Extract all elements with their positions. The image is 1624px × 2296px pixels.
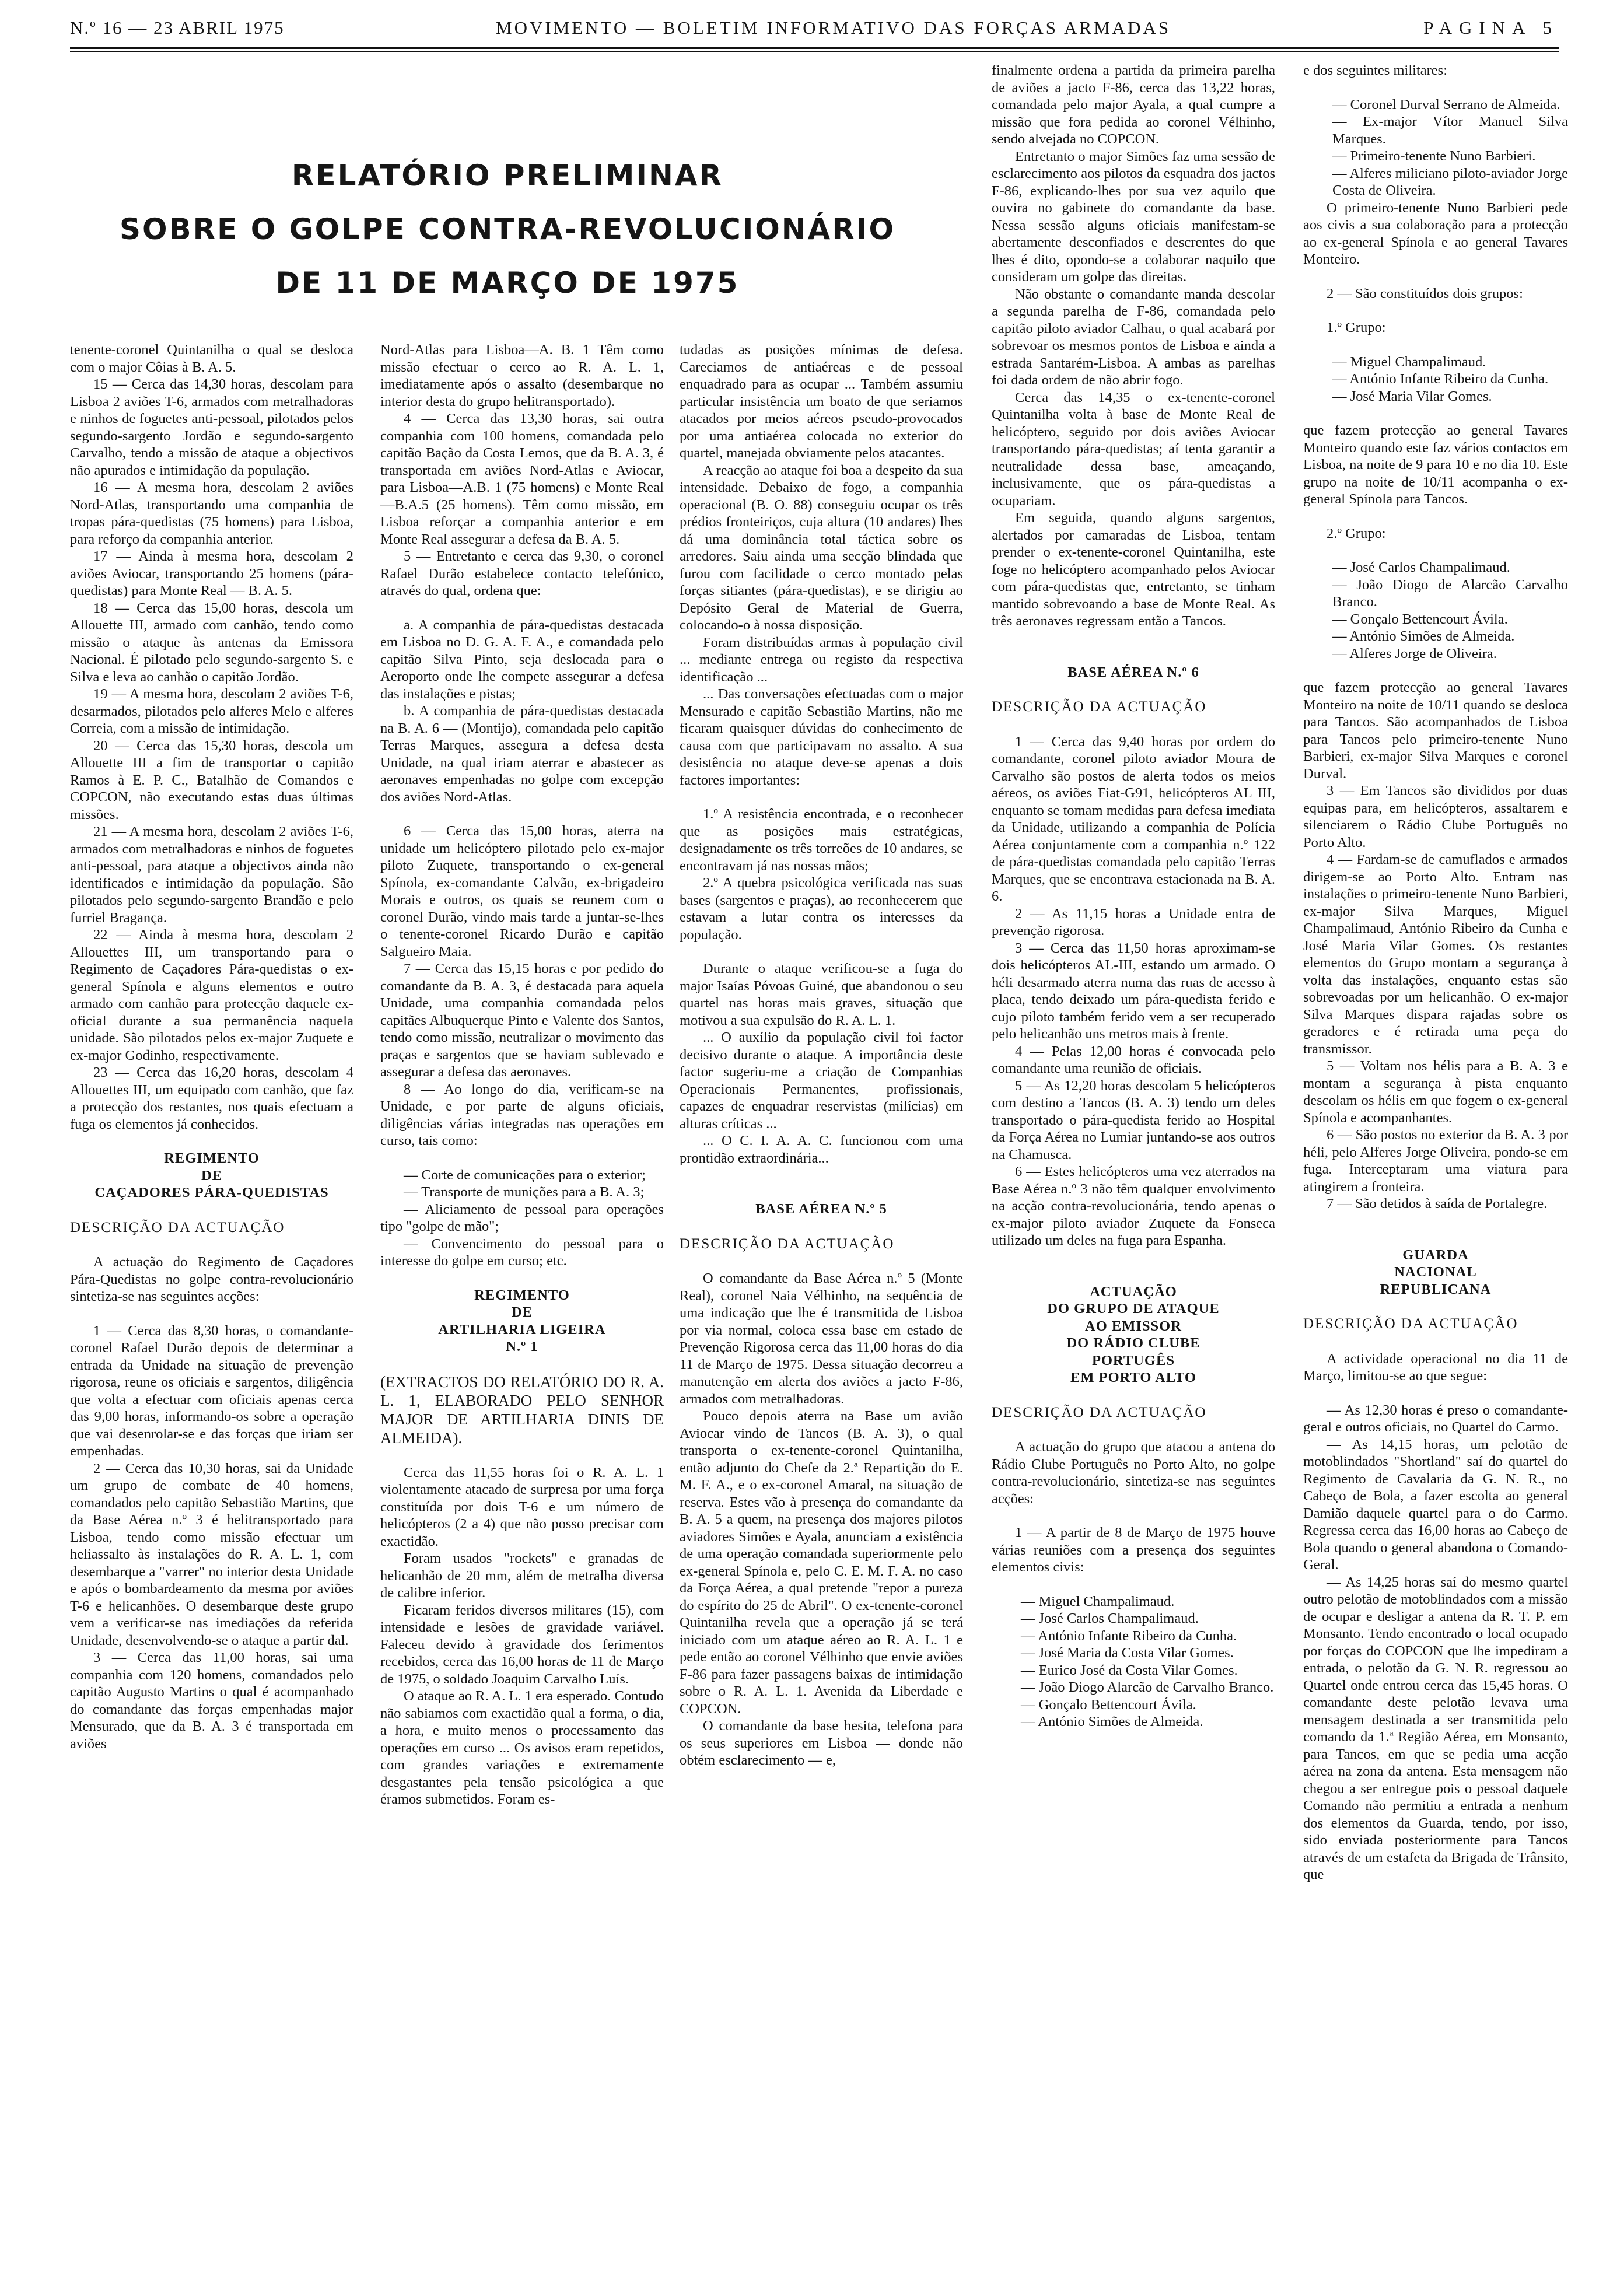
paragraph: Ficaram feridos diversos militares (15), com intensidade e lesões de gravidade variável. Faleceu devido à gravidade dos ferimentos recebidos, cerca das 16,00 horas de 11 de Março de 1975, o soldado Joaquim Carvalho Luís. xyxy=(380,1602,664,1687)
paragraph: 7 — São detidos à saída de Portalegre. xyxy=(1326,1196,1548,1212)
paragraph: 2.º A quebra psicológica verificada nas suas bases (sargentos e praças), ao reconhecerem que estavam a lutar contra os interesses da população. xyxy=(680,875,963,943)
paragraph: 6 — Cerca das 15,00 horas, aterra na unidade um helicóptero pilotado pelo ex-major piloto Zuquete, transportando o ex-general Spínola, ex-comandante Calvão, ex-brigadeiro Morais e outros, os quais se reunem com o coronel Durão, vindo mais tarde a juntar-se-lhes o tenente-coronel Ricardo Durão e capitão Salgueiro Maia. xyxy=(380,823,664,960)
publication-name: MOVIMENTO — BOLETIM INFORMATIVO DAS FORÇAS ARMADAS xyxy=(496,18,1171,38)
paragraph: 7 — Cerca das 15,15 horas e por pedido do comandante da B. A. 3, é destacada para aquela Unidade, uma companhia comandada pelos capitães Albuquerque Pinto e Valente dos Santos, tendo como missão, neutralizar o movimento das praças e sargentos que se haviam sublevado e assegurar a defesa das aeronaves. xyxy=(380,961,664,1080)
list-item: — Miguel Champalimaud. xyxy=(1332,354,1486,370)
paragraph: finalmente ordena a partida da primeira parelha de aviões a jacto F-86, cerca das 13,22 horas, comandada pelo major Ayala, a qual cumpre a missão que fora pedida ao coronel Vélhinho, sendo alvejada no COPCON. xyxy=(992,62,1275,147)
section-heading: CAÇADORES PÁRA-QUEDISTAS xyxy=(94,1185,329,1200)
paragraph: Entretanto o major Simões faz uma sessão de esclarecimento aos pilotos da esquadra dos jactos F-86, explicando-lhes por sua vez aquilo que ouvira no gabinete do comandante da base. Nessa sessão alguns oficiais manifestam-se abertamente desconfiados e descrentes do que lhes é dito, opondo-se a colaborar naquilo que consideram um golpe das direitas. xyxy=(992,148,1275,285)
paragraph: 16 — A mesma hora, descolam 2 aviões Nord-Atlas, transportando uma companhia de tropas pára-quedistas (75 homens) para Lisboa, para reforço da companhia anterior. xyxy=(70,480,354,547)
paragraph: Não obstante o comandante manda descolar a segunda parelha de F-86, comandada pelo capitão piloto aviador Calhau, o qual acabará por sobrevoar os mesmos pontos de Lisboa e ainda a estrada Santarém-Lisboa. A ambas as parelhas foi dada ordem de não abrir fogo. xyxy=(992,286,1275,388)
list-item: — Ex-major Vítor Manuel Silva Marques. xyxy=(1332,114,1568,147)
paragraph: 1.º A resistência encontrada, e o reconhecer que as posições mais estratégicas, designadamente os três torreões de 10 andares, se encontravam já nas nossas mãos; xyxy=(680,806,963,874)
paragraph: — As 12,30 horas é preso o comandante-geral e outros oficiais, no Quartel do Carmo. xyxy=(1303,1402,1568,1435)
section-heading: BASE AÉREA N.º 5 xyxy=(755,1201,887,1217)
list-item: — Convencimento do pessoal para o interesse do golpe em curso; etc. xyxy=(380,1236,664,1269)
paragraph: que fazem protecção ao general Tavares Monteiro na noite de 10/11 quando se desloca para Tancos. São acompanhados de Lisboa para Tancos pelo primeiro-tenente Nuno Barbieri, ex-major Silva Marques e coronel Durval. xyxy=(1303,680,1568,782)
section-heading: EM PORTO ALTO xyxy=(1070,1370,1196,1385)
paragraph: — As 14,25 horas saí do mesmo quartel outro pelotão de motoblindados com a missão de ocupar e desligar a antena da R. T. P. em Monsanto. Tendo encontrado o local ocupado por forças do COPCON que lhe impediram a entrada, o pelotão da G. N. R. regressou ao Quartel onde entrou cerca das 15,45 horas. O comandante deste pelotão levava uma mensagem destinada a ser transmitida pelo comando da 1.ª Região Aérea, em Monsanto, para Tancos, em que se pedia uma acção aérea na zona da antena. Esta mensagem não chegou a ser entregue pois o pessoal daquele Comando não permitiu a entrada a nenhum dos elementos da Guarda, tendo, por isso, sido enviada posteriormente para Tancos através de um estafeta da Brigada de Trânsito, que xyxy=(1303,1574,1568,1882)
paragraph: 2.º Grupo: xyxy=(1326,525,1386,541)
extract-note: (EXTRACTOS DO RELATÓRIO DO R. A. L. 1, ELABORADO PELO SENHOR MAJOR DE ARTILHARIA DINIS DE ALMEIDA). xyxy=(380,1373,664,1447)
paragraph: 21 — A mesma hora, descolam 2 aviões T-6, armados com metralhadoras e ninhos de foguetes anti-pessoal, para ataque a objectivos ainda não identificados e intimidação da população. São pilotados pelo segundo-sargento Brandão e pelo furriel Bragança. xyxy=(70,824,354,926)
issue-number-date: N.º 16 — 23 ABRIL 1975 xyxy=(70,18,285,38)
header-rule-thin xyxy=(70,51,1559,52)
section-heading: DO GRUPO DE ATAQUE xyxy=(1047,1301,1220,1317)
paragraph: b. A companhia de pára-quedistas destacada na B. A. 6 — (Montijo), comandada pelo capitão Terras Marques, assegura a defesa desta Unidade, na qual iriam aterrar e abastecer as aeronaves empenhadas no golpe com excepção dos aviões Nord-Atlas. xyxy=(380,703,664,805)
list-item: — António Infante Ribeiro da Cunha. xyxy=(1021,1628,1237,1644)
list-item: — Gonçalo Bettencourt Ávila. xyxy=(1021,1696,1196,1713)
paragraph: 4 — Pelas 12,00 horas é convocada pelo comandante uma reunião de oficiais. xyxy=(992,1043,1275,1076)
column-3 xyxy=(680,341,963,1769)
paragraph: 2 — São constituídos dois grupos: xyxy=(1326,285,1523,302)
list-item: — João Diogo de Alarcão Carvalho Branco. xyxy=(1332,576,1568,610)
subheading: DESCRIÇÃO DA ACTUAÇÃO xyxy=(70,1219,285,1236)
paragraph: Cerca das 11,55 horas foi o R. A. L. 1 violentamente atacado de surpresa por uma força constituída por dois T-6 e um número de helicópteros (2 a 4) que não posso precisar com exactidão. xyxy=(380,1464,664,1549)
paragraph: 6 — São postos no exterior da B. A. 3 por héli, pelo Alferes Jorge Oliveira, pondo-se em fuga. Interceptaram uma viatura para atingirem a fronteira. xyxy=(1303,1127,1568,1195)
list-item: — Transporte de munições para a B. A. 3; xyxy=(404,1184,645,1200)
subheading: DESCRIÇÃO DA ACTUAÇÃO xyxy=(992,1404,1207,1420)
headline-line-1: RELATÓRIO PRELIMINAR xyxy=(291,159,724,192)
section-heading: ACTUAÇÃO xyxy=(1090,1283,1177,1300)
paragraph: 23 — Cerca das 16,20 horas, descolam 4 Allouettes III, um equipado com canhão, que faz a protecção dos restantes, nos quais efectuam a fuga os elementos já conhecidos. xyxy=(70,1065,354,1132)
paragraph: A actuação do Regimento de Caçadores Pára-Quedistas no golpe contra-revolucionário sintetiza-se nas seguintes acções: xyxy=(70,1254,354,1304)
paragraph: O ataque ao R. A. L. 1 era esperado. Contudo não sabiamos com exactidão qual a forma, o dia, a hora, e muito menos o processamento das operações em curso ... Os avisos eram repetidos, com grandes variações e extremamente desgastantes pela tensão psicológica a que éramos submetidos. Foram es- xyxy=(380,1688,664,1807)
page-number: PAGINA 5 xyxy=(1423,18,1559,38)
column-4 xyxy=(992,62,1275,1731)
section-heading: PORTUGÊS xyxy=(1092,1352,1175,1368)
paragraph: 1 — Cerca das 9,40 horas por ordem do comandante, coronel piloto aviador Moura de Carvalho são postos de alerta todos os meios aéreos, os aviões Fiat-G91, helicópteros AL III, enquanto se tomam medidas para defesa imediata da Unidade, utilizando a companhia de Polícia Aérea conjuntamente com a companhia n.º 122 de pára-quedistas comandada pelo capitão Terras Marques, que se encontrava estacionada na B. A. 6. xyxy=(992,733,1275,904)
list-item: — Aliciamento de pessoal para operações tipo "golpe de mão"; xyxy=(380,1201,664,1234)
paragraph: 1 — Cerca das 8,30 horas, o comandante-coronel Rafael Durão depois de determinar a entrada da Unidade na situação de prevenção rigorosa, reune os oficiais e sargentos, diligência que volta a efectuar com oficiais apenas cerca das 9,00 horas, informando-os sobre a operação que vai desenrolar-se e das forças que iriam ser empenhadas. xyxy=(70,1322,354,1459)
paragraph: O comandante da Base Aérea n.º 5 (Monte Real), coronel Naia Vélhinho, na sequência de uma indicação que lhe é transmitida de Lisboa por via normal, coloca essa base em estado de Prevenção Rigorosa cerca das 11,00 horas do dia 11 de Março de 1975. Dessa situação decorreu a manutenção em alerta dos aviões a jacto F-86, armados com metralhadoras. xyxy=(680,1270,963,1407)
column-5 xyxy=(1303,62,1568,1884)
paragraph: Cerca das 14,35 o ex-tenente-coronel Quintanilha volta à base de Monte Real de helicóptero, seguido por dois aviões Aviocar transportando pára-quedistas; aí tenta garantir a neutralidade dessa base, ameaçando, inclusivamente, que os pára-quedistas a ocupariam. xyxy=(992,389,1275,509)
list-item: — António Simões de Almeida. xyxy=(1021,1714,1203,1730)
list-item: — José Maria da Costa Vilar Gomes. xyxy=(1021,1645,1234,1661)
paragraph: — As 14,15 horas, um pelotão de motoblindados "Shortland" saí do quartel do Regimento de Cavalaria da G. N. R., no Cabeço de Bola, a fazer escolta ao general Damião daquele quartel para o do Carmo. Regressa cerca das 16,00 horas ao Cabeço de Bola quando o general abandona o Comando-Geral. xyxy=(1303,1436,1568,1573)
paragraph: Foram usados "rockets" e granadas de helicanhão de 20 mm, além de metralha diversa de calibre inferior. xyxy=(380,1550,664,1601)
list-item: — António Simões de Almeida. xyxy=(1332,628,1515,644)
paragraph: O comandante da base hesita, telefona para os seus superiores em Lisboa — donde não obtém esclarecimento — e, xyxy=(680,1718,963,1768)
paragraph: ... Das conversações efectuadas com o major Mensurado e capitão Sebastião Martins, não me ficaram quaisquer dúvidas do conhecimento de causa com que participavam no assalto. A sua desistência no ataque deve-se apenas a dois factores importantes: xyxy=(680,686,963,788)
paragraph: 3 — Cerca das 11,00 horas, sai uma companhia com 120 homens, comandados pelo capitão Augusto Martins o qual é acompanhado do comandante das forças empenhadas major Mensurado, que da B. A. 3 é transportada em aviões xyxy=(70,1650,354,1752)
paragraph: 5 — Entretanto e cerca das 9,30, o coronel Rafael Durão estabelece contacto telefónico, através do qual, ordena que: xyxy=(380,548,664,598)
list-item: — Corte de comunicações para o exterior; xyxy=(404,1167,646,1183)
section-heading: DO RÁDIO CLUBE xyxy=(1066,1335,1200,1351)
column-1 xyxy=(70,341,354,1752)
section-heading: BASE AÉREA N.º 6 xyxy=(1068,664,1199,680)
paragraph: Pouco depois aterra na Base um avião Aviocar vindo de Tancos (B. A. 3), o qual transporta o ex-tenente-coronel Quintanilha, então adjunto do Chefe da 2.ª Repartição do E. M. F. A., e o ex-coronel Amaral, na situação de reserva. Estes vão à presença do comandante da B. A. 5 a quem, na presença dos majores pilotos aviadores Simões e Ayala, anunciam a existência de uma operação comandada superiormente pelo ex-general Spínola e, pelo C. E. M. F. A. no caso da Força Aérea, a qual pretende "repor a pureza do espírito do 25 de Abril". O ex-tenente-coronel Quintanilha revela que a operação já se terá iniciado com um ataque aéreo ao R. A. L. 1 e pede então ao coronel Vélhinho que envie aviões F-86 para fazer passagens baixas de intimidação sobre o R. A. L. 1. Avenida da Liberdade e COPCON. xyxy=(680,1408,963,1717)
section-heading: DE xyxy=(511,1304,533,1320)
paragraph: 6 — Estes helicópteros uma vez aterrados na Base Aérea n.º 3 não têm qualquer envolvimento na acção contra-revolucionária, tendo apenas o ex-major piloto aviador Zuquete da Fonseca utilizado um deles na fuga para Espanha. xyxy=(992,1164,1275,1248)
subheading: DESCRIÇÃO DA ACTUAÇÃO xyxy=(992,699,1207,715)
paragraph: O primeiro-tenente Nuno Barbieri pede aos civis a sua colaboração para a protecção ao ex-general Spínola e ao general Tavares Monteiro. xyxy=(1303,200,1568,267)
paragraph: 18 — Cerca das 15,00 horas, descola um Allouette III, armado com canhão, tendo como missão o ataque às antenas da Emissora Nacional. É pilotado pelo segundo-sargento S. e Silva e leva ao canhão o capitão Jordão. xyxy=(70,600,354,685)
section-heading: DE xyxy=(201,1167,223,1184)
section-heading: REGIMENTO xyxy=(164,1150,260,1166)
header-rule-thick xyxy=(70,47,1559,49)
list-item: — António Infante Ribeiro da Cunha. xyxy=(1332,371,1549,387)
paragraph: 2 — As 11,15 horas a Unidade entra de prevenção rigorosa. xyxy=(992,905,1275,939)
section-heading: ARTILHARIA LIGEIRA xyxy=(438,1321,606,1338)
paragraph: 4 — Cerca das 13,30 horas, sai outra companhia com 100 homens, comandada pelo capitão Bação da Costa Lemos, que da B. A. 3, é transportada em aviões Nord-Atlas e Aviocar, para Lisboa—A.B. 1 (75 homens) e Monte Real—B.A.5 (25 homens). Têm como missão, em Lisboa reforçar a companhia anterior e em Monte Real assegurar a defesa da B. A. 5. xyxy=(380,411,664,547)
list-item: — Coronel Durval Serrano de Almeida. xyxy=(1332,96,1560,113)
subheading: DESCRIÇÃO DA ACTUAÇÃO xyxy=(1303,1316,1518,1332)
paragraph: 17 — Ainda à mesma hora, descolam 2 aviões Aviocar, transportando 25 homens (pára-quedistas) para Monte Real — B. A. 5. xyxy=(70,548,354,598)
paragraph: a. A companhia de pára-quedistas destacada em Lisboa no D. G. A. F. A., e comandada pelo capitão Silva Pinto, seja deslocada para o Aeroporto onde lhe compete assegurar a defesa das instalações e pistas; xyxy=(380,617,664,702)
list-item: — Alferes Jorge de Oliveira. xyxy=(1332,645,1497,662)
paragraph: que fazem protecção ao general Tavares Monteiro quando este faz vários contactos em Lisboa, na noite de 9 para 10 e no dia 10. Este grupo na noite de 10/11 acompanha o ex-general Spínola para Tancos. xyxy=(1303,422,1568,507)
list-item: — Gonçalo Bettencourt Ávila. xyxy=(1332,611,1508,627)
paragraph: A reacção ao ataque foi boa a despeito da sua intensidade. Debaixo de fogo, a companhia operacional (B. O. 88) conseguiu ocupar os três prédios fronteiriços, cuja altura (10 andares) lhes dá uma dominância total táctica sobre os arredores. Saiu ainda uma secção blindada que furou com facilidade o cerco montado pelas forças sitiantes (pára-quedistas), e se dirigiu ao Depósito Geral de Material de Guerra, colocando-o à nossa disposição. xyxy=(680,462,963,633)
list-item: — Eurico José da Costa Vilar Gomes. xyxy=(1021,1662,1238,1678)
section-heading: REGIMENTO xyxy=(474,1287,570,1303)
paragraph: ... O auxílio da população civil foi factor decisivo durante o ataque. A importância deste factor sugeriu-me a criação de Companhias Operacionais Permanentes, profissionais, capazes de enquadrar reservistas (milícias) em alturas críticas ... xyxy=(680,1030,963,1132)
paragraph: e dos seguintes militares: xyxy=(1303,62,1447,78)
paragraph: 1 — A partir de 8 de Março de 1975 houve várias reuniões com a presença dos seguintes elementos civis: xyxy=(992,1525,1275,1575)
paragraph: Em seguida, quando alguns sargentos, alertados por camaradas de Lisboa, tentam prender o ex-tenente-coronel Quintanilha, este foge no helicóptero acompanhado pelos Aviocar com pára-quedistas que, entretanto, se tinham mantido sobrevoando a base de Monte Real. As três aeronaves regressam então a Tancos. xyxy=(992,510,1275,629)
section-heading: NACIONAL xyxy=(1394,1264,1477,1280)
paragraph: 8 — Ao longo do dia, verificam-se na Unidade, e por parte de alguns oficiais, diligências várias integradas nas operações em curso, tais como: xyxy=(380,1081,664,1149)
running-header xyxy=(70,15,1559,44)
paragraph: tudadas as posições mínimas de defesa. Careciamos de antiaéreas e de pessoal enquadrado para as ocupar ... Também assumiu particular insistência um boato de que seriamos atacados por meios aéreos pseudo-provocados por uma antiaérea colocada no exterior do quartel, manejada obviamente pelos atacantes. xyxy=(680,342,963,461)
list-item: — José Carlos Champalimaud. xyxy=(1021,1611,1199,1626)
paragraph: 22 — Ainda à mesma hora, descolam 2 Allouettes III, um transportando para o Regimento de Caçadores Pára-quedistas o ex-general Spínola e alguns elementos e outro armado com canhão para protecção daquele ex-oficial durante a sua permanência naquela unidade. São pilotados pelos ex-major Zuquete e ex-major Godinho, respectivamente. xyxy=(70,927,354,1063)
paragraph: 5 — As 12,20 horas descolam 5 helicópteros com destino a Tancos (B. A. 3) tendo um deles transportado o pára-quedista ferido ao Hospital da Força Aérea no Lumiar juntando-se aos outros na Chamusca. xyxy=(992,1077,1275,1163)
paragraph: 20 — Cerca das 15,30 horas, descola um Allouette III a fim de transportar o capitão Ramos à E. P. C., Batalhão de Comandos e COPCON, não executando estas duas últimas missões. xyxy=(70,737,354,822)
headline-line-3: DE 11 DE MARÇO DE 1975 xyxy=(275,266,740,300)
paragraph: Durante o ataque verificou-se a fuga do major Isaías Póvoas Guiné, que abandonou o seu quartel nas horas mais graves, situação que motivou a sua expulsão do R. A. L. 1. xyxy=(680,961,963,1028)
section-heading: GUARDA xyxy=(1402,1247,1469,1263)
column-2 xyxy=(380,341,664,1808)
headline-line-2: SOBRE O GOLPE CONTRA-REVOLUCIONÁRIO xyxy=(120,212,895,246)
subheading: DESCRIÇÃO DA ACTUAÇÃO xyxy=(680,1236,895,1252)
paragraph: 4 — Fardam-se de camuflados e armados dirigem-se ao Porto Alto. Entram nas instalações o primeiro-tenente Nuno Barbieri, ex-major Silva Marques, Miguel Champalimaud, António Ribeiro da Cunha e José Maria Vilar Gomes. Os restantes elementos do Grupo montam a segurança à volta das instalações, enquanto estas são sobrevoadas por um helicanhão. O ex-major Silva Marques dispara rajadas sobre os geradores e é retirada uma peça do transmissor. xyxy=(1303,852,1568,1057)
paragraph: 1.º Grupo: xyxy=(1326,320,1386,335)
section-heading: AO EMISSOR xyxy=(1085,1318,1182,1334)
paragraph: ... O C. I. A. A. C. funcionou com uma prontidão extraordinária... xyxy=(680,1133,963,1166)
paragraph: Nord-Atlas para Lisboa—A. B. 1 Têm como missão efectuar o cerco ao R. A. L. 1, imediatamente após o assalto (desembarque no interior desta do grupo helitransportado). xyxy=(380,342,664,410)
paragraph: 15 — Cerca das 14,30 horas, descolam para Lisboa 2 aviões T-6, armados com metralhadoras e ninhos de foguetes anti-pessoal, pilotados pelos segundo-sargento Jordão e segundo-sargento Carvalho, tendo a missão de ataque a objectivos não apurados e intimidação da população. xyxy=(70,376,354,478)
paragraph: A actividade operacional no dia 11 de Março, limitou-se ao que segue: xyxy=(1303,1350,1568,1384)
section-heading: REPUBLICANA xyxy=(1380,1281,1492,1297)
list-item: — Alferes miliciano piloto-aviador Jorge Costa de Oliveira. xyxy=(1332,165,1568,198)
paragraph: 5 — Voltam nos hélis para a B. A. 3 e montam a segurança à pista enquanto descolam os hélis em que fogem o ex-general Spínola e acompanhantes. xyxy=(1303,1058,1568,1126)
paragraph: tenente-coronel Quintanilha o qual se desloca com o major Côias à B. A. 5. xyxy=(70,342,354,375)
paragraph: 2 — Cerca das 10,30 horas, sai da Unidade um grupo de combate de 40 homens, comandados pelo capitão Sebastião Martins, que da Base Aérea n.º 3 é helitransportado para Lisboa, tendo como missão efectuar um heliassalto às instalações do R. A. L. 1, com desembarque a "varrer" no interior desta Unidade e após o bombardeamento da mesma por aviões T-6 e helicanhões. O desembarque deste grupo vem a verificar-se nas imediações da referida Unidade, desenvolvendo-se o ataque a partir dal. xyxy=(70,1460,354,1648)
section-heading: N.º 1 xyxy=(506,1339,538,1354)
list-item: — José Maria Vilar Gomes. xyxy=(1332,388,1492,404)
list-item: — Primeiro-tenente Nuno Barbieri. xyxy=(1332,148,1536,164)
paragraph: A actuação do grupo que atacou a antena do Rádio Clube Português no Porto Alto, no golpe contra-revolucionário, sintetiza-se nas seguintes acções: xyxy=(992,1439,1275,1507)
paragraph: Foram distribuídas armas à população civil ... mediante entrega ou registo da respectiva identificação ... xyxy=(680,634,963,685)
list-item: — Miguel Champalimaud. xyxy=(1021,1593,1175,1609)
paragraph: 19 — A mesma hora, descolam 2 aviões T-6, desarmados, pilotados pelo alferes Melo e alferes Correia, com a missão de intimidação. xyxy=(70,686,354,736)
list-item: — José Carlos Champalimaud. xyxy=(1332,559,1510,575)
paragraph: 3 — Cerca das 11,50 horas aproximam-se dois helicópteros AL-III, estando um armado. O héli desarmado aterra numa das ruas de acesso à placa, tendo deixado um pára-quedista ferido e cujo piloto também ferido vem a ser recuperado pelo helicanhão uns metros mais à frente. xyxy=(992,940,1275,1042)
paragraph: 3 — Em Tancos são divididos por duas equipas para, em helicópteros, assaltarem e silenciarem o Rádio Clube Português no Porto Alto. xyxy=(1303,783,1568,850)
list-item: — João Diogo Alarcão de Carvalho Branco. xyxy=(1021,1679,1274,1695)
